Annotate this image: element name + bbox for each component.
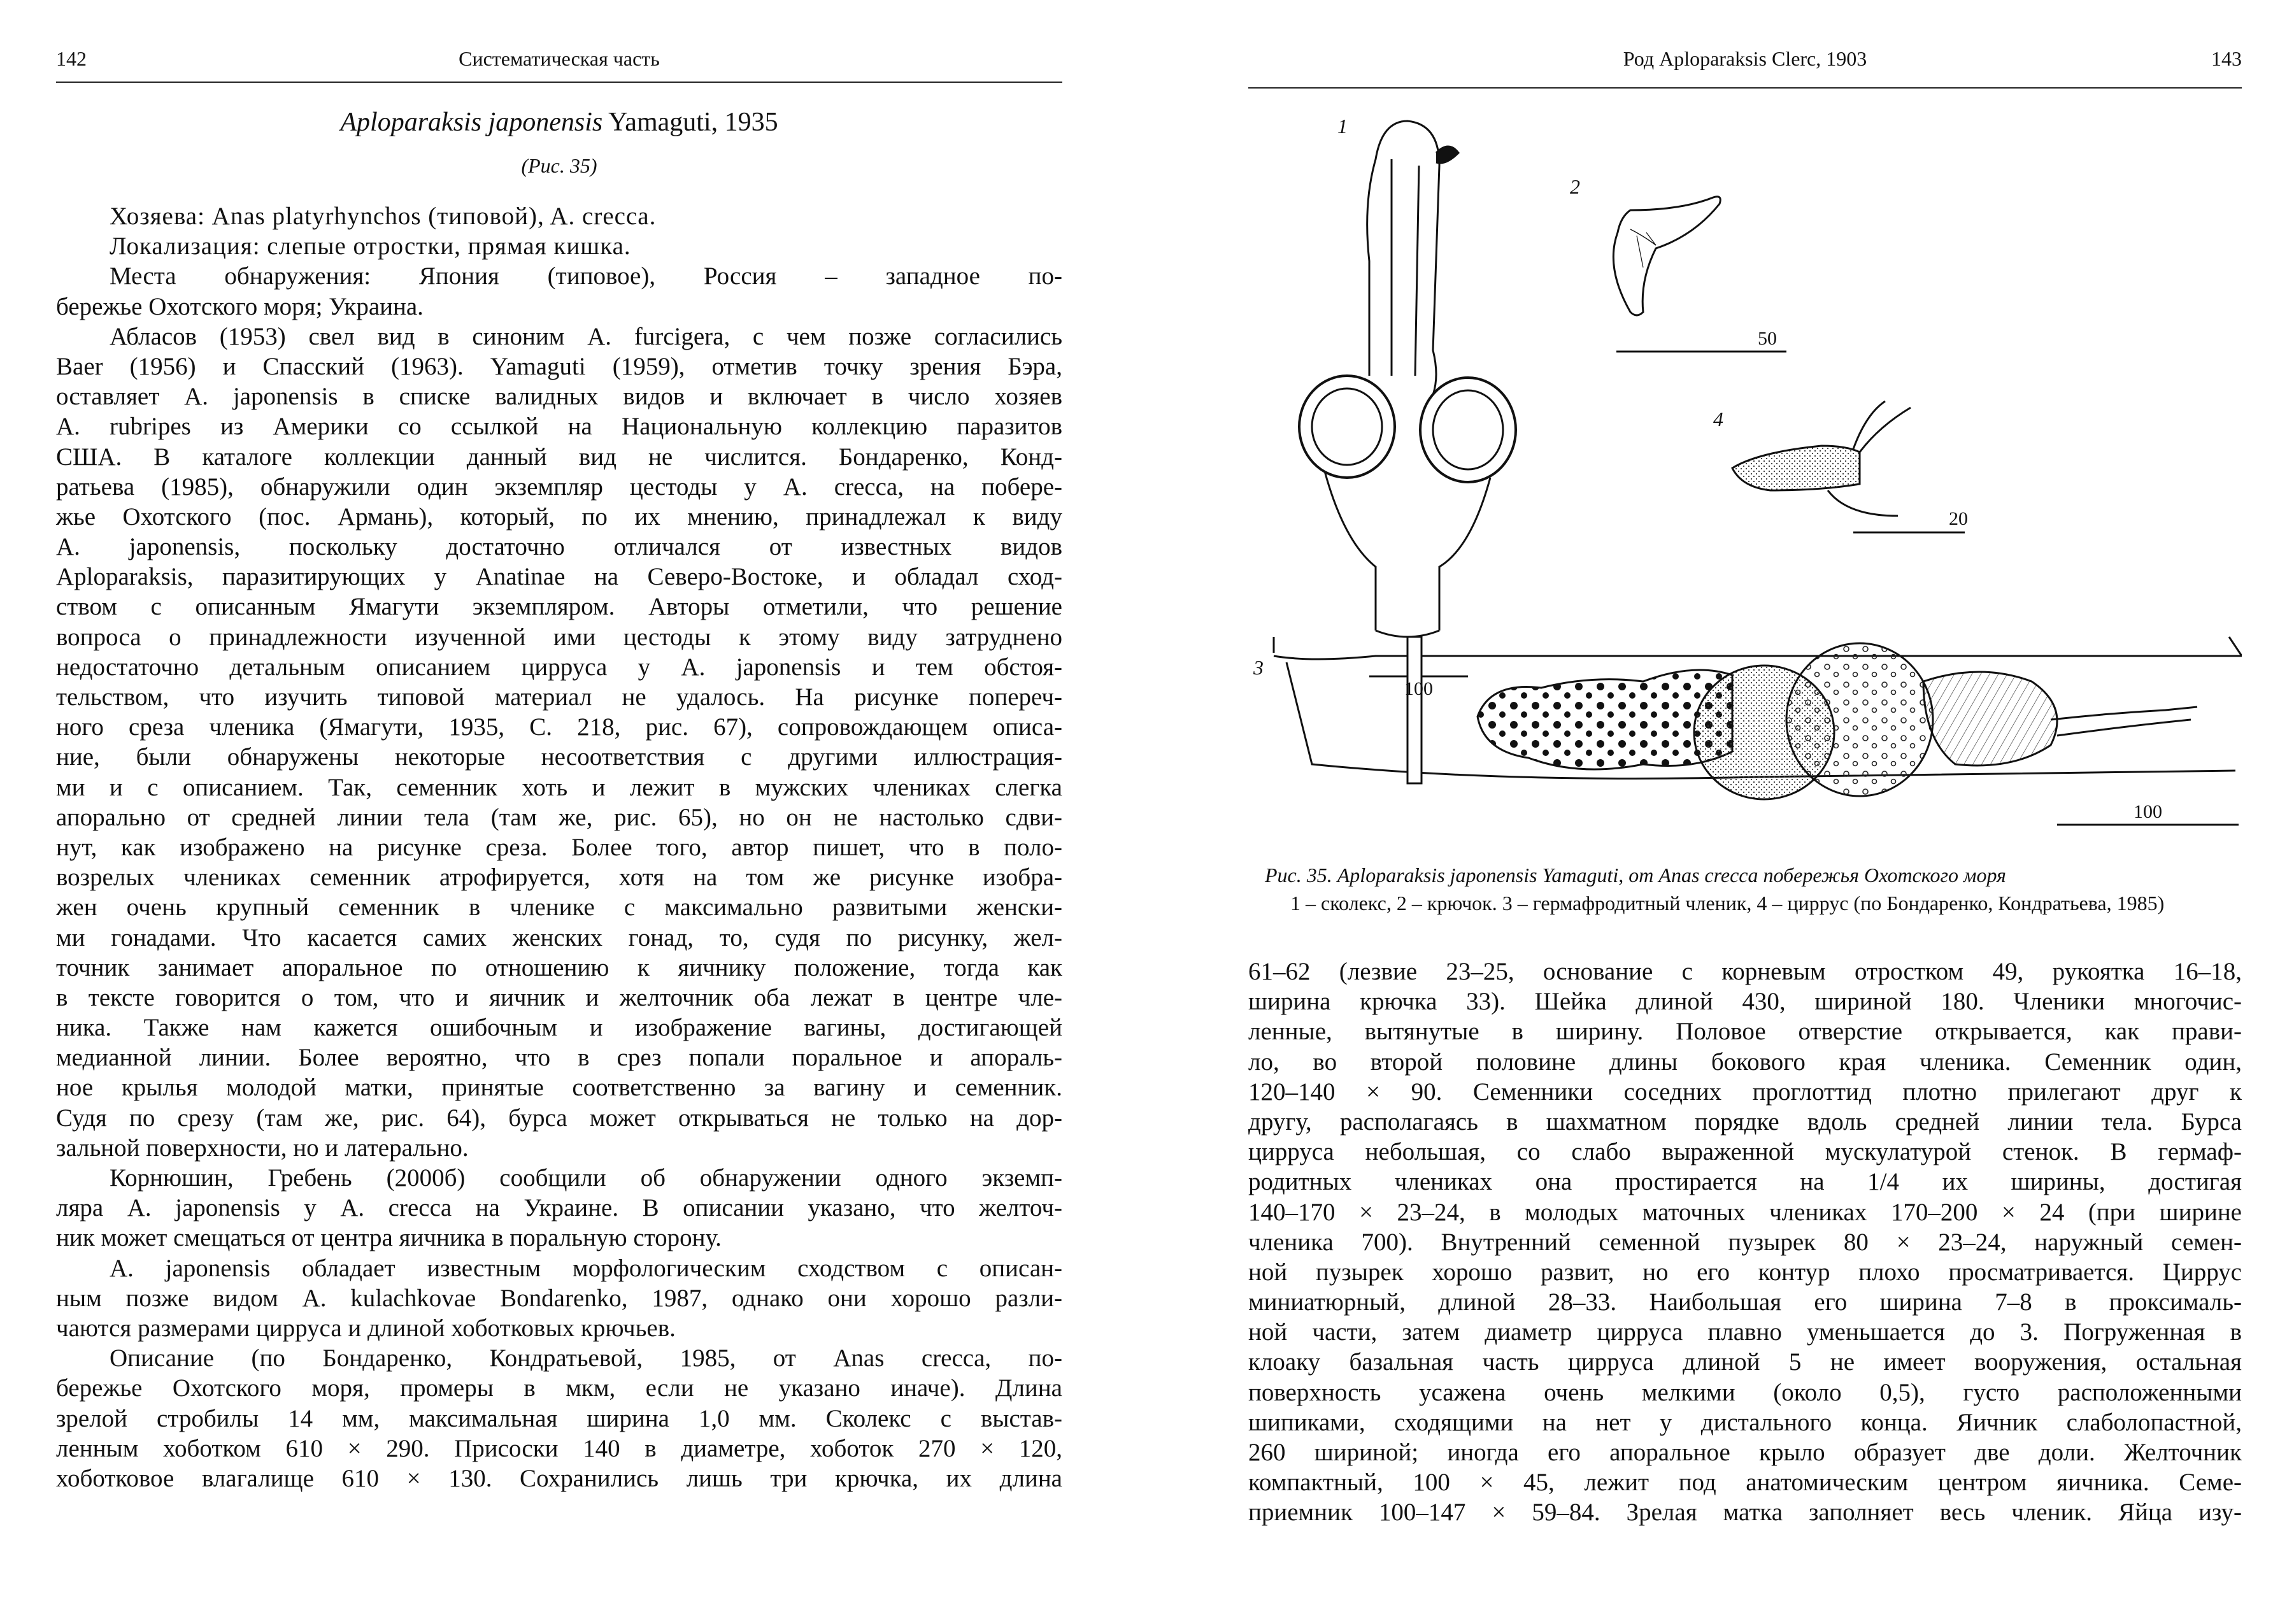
left-page-number: 142 [56, 47, 87, 70]
text-line: 260 шириной; иногда его апоральное крыло образует две доли. Желточник [1248, 1439, 2242, 1466]
text-line: ние, были обнаружены некоторые несоответствия с другими иллюстрация- [56, 743, 1062, 771]
text-line: A. japonensis, поскольку достаточно отличался от известных видов [56, 533, 1062, 561]
text-line: другу, располагаясь в шахматном порядке вдоль средней линии тела. Бурса [1248, 1108, 2242, 1136]
text-line: Описание (по Бондаренко, Кондратьевой, 1985, от Anas crecca, по- [110, 1344, 1062, 1372]
text-line: нут, как изображено на рисунке среза. Более того, автор пишет, что в поло- [56, 833, 1062, 861]
text-line: недостаточно детальным описанием цирруса у A. japonensis и тем обстоя- [56, 653, 1062, 681]
text-line: ляра A. japonensis у A. crecca на Украине. В описании указано, что желточ- [56, 1194, 1062, 1222]
scale-label-3: 20 [1949, 508, 1968, 529]
text-line: медианной линии. Более вероятно, что в срез попали поральное и апораль- [56, 1044, 1062, 1072]
text-line: США. В каталоге коллекции данный вид не числится. Бондаренко, Конд- [56, 443, 1062, 471]
cirrus-drawing [1732, 401, 1911, 516]
species-title [56, 104, 1062, 140]
text-line: возрелых члениках семенник атрофируется, хотя на том же рисунке изобра- [56, 864, 1062, 892]
text-line: ратьева (1985), обнаружили один экземпляр цестоды у A. crecca, на побере- [56, 473, 1062, 501]
left-running-head [56, 39, 1062, 78]
text-line: Хозяева: Anas platyrhynchos (типовой), A. crecca. [110, 203, 657, 230]
text-line: ширина крючка 33). Шейка длиной 430, шириной 180. Членики многочис- [1248, 988, 2242, 1016]
text-line: ного среза членика (Ямагути, 1935, С. 218, рис. 67), сопровождающем описа- [56, 713, 1062, 741]
text-line: ной пузырек хорошо развит, но его контур плохо просматривается. Циррус [1248, 1258, 2242, 1286]
text-line: поверхность усажена очень мелкими (около 0,5), густо расположенными [1248, 1378, 2242, 1406]
text-line: 140–170 × 23–24, в молодых маточных члениках 170–200 × 24 (при ширине [1248, 1198, 2242, 1226]
text-line: апорально от средней линии тела (там же, рис. 65), но он не настолько сдви- [56, 803, 1062, 831]
text-line: Локализация: слепые отростки, прямая кишка. [110, 232, 631, 260]
text-line: компактный, 100 × 45, лежит под анатомическим центром яичника. Семе- [1248, 1469, 2242, 1497]
text-line: A. japonensis обладает известным морфологическим сходством с описан- [110, 1254, 1062, 1282]
right-header-rule [1248, 87, 2242, 89]
figure-caption [1265, 861, 2239, 917]
text-line: зальной поверхности, но и латерально. [56, 1134, 469, 1162]
scolex-drawing [1299, 121, 1516, 637]
text-line: ленным хоботком 610 × 290. Присоски 140 в диаметре, хоботок 270 × 120, [56, 1434, 1062, 1462]
text-line: в тексте говорится о том, что и яичник и желточник оба лежат в центре чле- [56, 983, 1062, 1011]
text-line: Места обнаружения: Япония (типовое), Россия – западное по- [110, 262, 1062, 290]
text-line: 120–140 × 90. Семенники соседних проглоттид плотно прилегают друг к [1248, 1078, 2242, 1106]
text-line: ленные, вытянутые в ширину. Половое отверстие открывается, как прави- [1248, 1018, 2242, 1046]
text-line: ное крылья молодой матки, принятые соответственно за вагину и семенник. [56, 1074, 1062, 1102]
panel-number-3: 3 [1253, 656, 1264, 679]
text-line: Абласов (1953) свел вид в синоним A. furcigera, с чем позже согласились [110, 322, 1062, 350]
text-line: 61–62 (лезвие 23–25, основание с корневым отростком 49, рукоятка 16–18, [1248, 958, 2242, 985]
text-line: родитных члениках она простирается на 1/4 их ширины, достигая [1248, 1168, 2242, 1196]
text-line: шипиками, сходящими на нет у дистального конца. Яичник слаболопастной, [1248, 1408, 2242, 1436]
text-line: цирруса небольшая, со слабо выраженной мускулатурой стенок. В гермаф- [1248, 1138, 2242, 1166]
text-line: Корнюшин, Гребень (2000б) сообщили об обнаружении одного экземп- [110, 1164, 1062, 1192]
text-line: членика 700). Внутренний семенной пузырек 80 × 23–24, наружный семен- [1248, 1228, 2242, 1256]
text-line: хоботковое влагалище 610 × 130. Сохранились лишь три крючка, их длина [56, 1464, 1062, 1492]
figure-reference: (Рис. 35) [521, 154, 597, 177]
text-line: бережье Охотского моря, промеры в мкм, если не указано иначе). Длина [56, 1374, 1062, 1402]
left-header-rule [56, 82, 1062, 83]
text-line: клоаку базальная часть цирруса длиной 5 не имеет вооружения, остальная [1248, 1348, 2242, 1376]
figure-drawing [1248, 108, 2242, 841]
text-line: бережье Охотского моря; Украина. [56, 292, 424, 320]
scale-label-1: 100 [1404, 678, 1433, 699]
right-running-title: Род Aploparaksis Clerc, 1903 [1623, 47, 1867, 70]
scale-label-4: 100 [2134, 801, 2162, 822]
segment-drawing [1274, 637, 2242, 799]
text-line: ной части, затем диаметр цирруса плавно уменьшается до 3. Погруженная в [1248, 1318, 2242, 1346]
species-author: Yamaguti, 1935 [602, 108, 778, 137]
text-line: Судя по срезу (там же, рис. 64), бурса может открываться не только на дор- [56, 1104, 1062, 1132]
text-line: ло, во второй половине длины бокового края членика. Семенник один, [1248, 1048, 2242, 1076]
text-line: Aploparaksis, паразитирующих у Anatinae на Северо-Востоке, и обладал сход- [56, 563, 1062, 591]
text-line: оставляет A. japonensis в списке валидных видов и включает в число хозяев [56, 383, 1062, 411]
text-line: ник может смещаться от центра яичника в поральную сторону. [56, 1224, 722, 1252]
text-line: приемник 100–147 × 59–84. Зрелая матка заполняет весь членик. Яйца изу- [1248, 1499, 2242, 1527]
right-page [1140, 0, 2280, 1624]
text-line: ника. Также нам кажется ошибочным и изображение вагины, достигающей [56, 1014, 1062, 1042]
text-line: A. rubripes из Америки со ссылкой на Национальную коллекцию паразитов [56, 413, 1062, 441]
panel-number-4: 4 [1713, 408, 1723, 431]
text-line: жье Охотского (пос. Армань), который, по их мнению, принадлежал к виду [56, 502, 1062, 531]
left-running-title: Систематическая часть [459, 47, 660, 70]
text-line: ми гонадами. Что касается самих женских гонад, то, судя по рисунку, жел- [56, 923, 1062, 951]
text-line: точник занимает апоральное по отношению к яичнику положение, тогда как [56, 953, 1062, 981]
right-running-head [1248, 39, 2242, 78]
figure-35 [1248, 108, 2242, 841]
panel-number-2: 2 [1570, 175, 1580, 198]
text-line: тельством, что изучить типовой материал не удалось. На рисунке попереч- [56, 683, 1062, 711]
panel-number-1: 1 [1337, 115, 1348, 138]
text-line: миниатюрный, длиной 28–33. Наибольшая его ширина 7–8 в проксималь- [1248, 1288, 2242, 1316]
caption-title: Рис. 35. Aploparaksis japonensis Yamaguti, от Anas crecca побережья Охотского моря [1265, 864, 2006, 887]
text-line: жен очень крупный семенник в членике с максимально развитыми женски- [56, 894, 1062, 922]
left-body-text [56, 201, 1062, 1493]
right-page-number: 143 [2211, 47, 2242, 70]
species-name: Aploparaksis japonensis [340, 108, 603, 137]
caption-body: 1 – сколекс, 2 – крючок. 3 – гермафродитный членик, 4 – циррус (по Бондаренко, Кондратьева, 1985) [1290, 892, 2165, 915]
hook-drawing [1613, 197, 1720, 315]
text-line: Baer (1956) и Спасский (1963). Yamaguti (1959), отметив точку зрения Бэра, [56, 352, 1062, 380]
text-line: чаются размерами цирруса и длиной хоботковых крючьев. [56, 1314, 676, 1342]
right-body-text [1248, 957, 2242, 1528]
text-line: вопроса о принадлежности изученной ими цестоды к этому виду затруднено [56, 623, 1062, 651]
text-line: ным позже видом A. kulachkovae Bondarenko, 1987, однако они хорошо разли- [56, 1284, 1062, 1312]
text-line: ством с описанным Ямагути экземпляром. Авторы отметили, что решение [56, 593, 1062, 621]
text-line: зрелой стробилы 14 мм, максимальная ширина 1,0 мм. Сколекс с выстав- [56, 1404, 1062, 1432]
scale-label-2: 50 [1758, 328, 1777, 349]
text-line: ми и с описанием. Так, семенник хоть и лежит в мужских члениках слегка [56, 773, 1062, 801]
